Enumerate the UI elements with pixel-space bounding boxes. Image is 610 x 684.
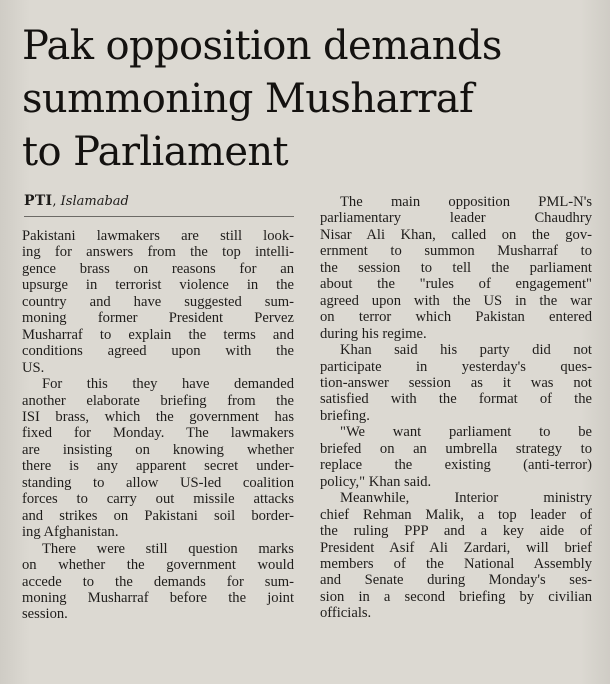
article-line: forces to carry out missile attacks: [22, 491, 294, 508]
article-line: policy," Khan said.: [320, 473, 432, 490]
article-paragraph: [320, 342, 592, 424]
article-line: moning Musharraf before the joint: [22, 589, 294, 606]
byline-divider: [24, 216, 294, 217]
article-line: ernment to summon Musharraf to: [320, 243, 592, 260]
article-line: upsurge in terrorist violence in the: [22, 277, 294, 294]
article-line: about the "rules of engagement": [320, 276, 592, 293]
article-line: sion in a second briefing by civilian: [320, 588, 592, 605]
article-line: moning former President Pervez: [22, 310, 294, 327]
byline-agency: PTI: [24, 193, 53, 209]
article-paragraph: [320, 194, 592, 342]
article-paragraph: [320, 424, 592, 490]
article-line: Meanwhile, Interior ministry: [340, 490, 592, 507]
article-line: and Senate during Monday's ses-: [320, 572, 592, 589]
article-column-right: [320, 194, 592, 622]
article-line: satisfied with the format of the: [320, 391, 592, 408]
article-line: the ruling PPP and a key aide of: [320, 523, 592, 540]
article-line: accede to the demands for sum-: [22, 573, 294, 590]
byline: [24, 193, 129, 209]
article-line: session.: [22, 606, 68, 623]
article-line: replace the existing (anti-terror): [320, 457, 592, 474]
article-line: Musharraf to explain the terms and: [22, 326, 294, 343]
article-line: "We want parliament to be: [340, 424, 592, 441]
article-line: conditions agreed upon with the: [22, 343, 294, 360]
article-line: tion-answer session as it was not: [320, 374, 592, 391]
article-line: another elaborate briefing from the: [22, 392, 294, 409]
byline-place: Islamabad: [60, 194, 129, 209]
article-line: participate in yesterday's ques-: [320, 358, 592, 375]
headline: [22, 20, 602, 179]
article-line: parliamentary leader Chaudhry: [320, 210, 592, 227]
article-line: on terror which Pakistan entered: [320, 309, 592, 326]
article-line: The main opposition PML-N's: [340, 194, 592, 210]
article-line: on whether the government would: [22, 557, 294, 574]
article-paragraph: [22, 541, 294, 623]
article-line: US.: [22, 359, 45, 376]
article-line: There were still question marks: [42, 540, 294, 557]
article-line: country and have suggested sum-: [22, 293, 294, 310]
article-line: For this they have demanded: [42, 376, 294, 393]
article-paragraph: [22, 228, 294, 376]
article-paragraph: [320, 490, 592, 622]
article-line: and strikes on Pakistani soil border-: [22, 507, 294, 524]
article-line: chief Rehman Malik, a top leader of: [320, 506, 592, 523]
byline-separator: ,: [52, 194, 61, 209]
article-line: standing to allow US-led coalition: [22, 474, 294, 491]
article-line: President Asif Ali Zardari, will brief: [320, 539, 592, 556]
headline-line: to Parliament: [22, 129, 289, 175]
article-line: ing for answers from the top intelli-: [22, 244, 294, 261]
article-line: are insisting on knowing whether: [22, 441, 294, 458]
headline-line: Pak opposition demands: [22, 23, 502, 69]
article-line: Khan said his party did not: [340, 342, 592, 359]
article-column-left: [22, 228, 294, 623]
article-line: Pakistani lawmakers are still look-: [22, 228, 294, 244]
article-line: briefing.: [320, 407, 370, 424]
article-line: there is any apparent secret under-: [22, 458, 294, 475]
article-line: ing Afghanistan.: [22, 524, 119, 541]
headline-line: summoning Musharraf: [22, 76, 474, 122]
article-line: fixed for Monday. The lawmakers: [22, 425, 294, 442]
article-line: briefed on an umbrella strategy to: [320, 440, 592, 457]
article-paragraph: [22, 376, 294, 541]
article-line: gence brass on reasons for an: [22, 260, 294, 277]
article-line: agreed upon with the US in the war: [320, 292, 592, 309]
article-line: the session to tell the parliament: [320, 259, 592, 276]
article-line: members of the National Assembly: [320, 555, 592, 572]
article-line: during his regime.: [320, 325, 427, 342]
article-line: ISI brass, which the government has: [22, 408, 294, 425]
article-line: officials.: [320, 605, 372, 622]
article-line: Nisar Ali Khan, called on the gov-: [320, 226, 592, 243]
